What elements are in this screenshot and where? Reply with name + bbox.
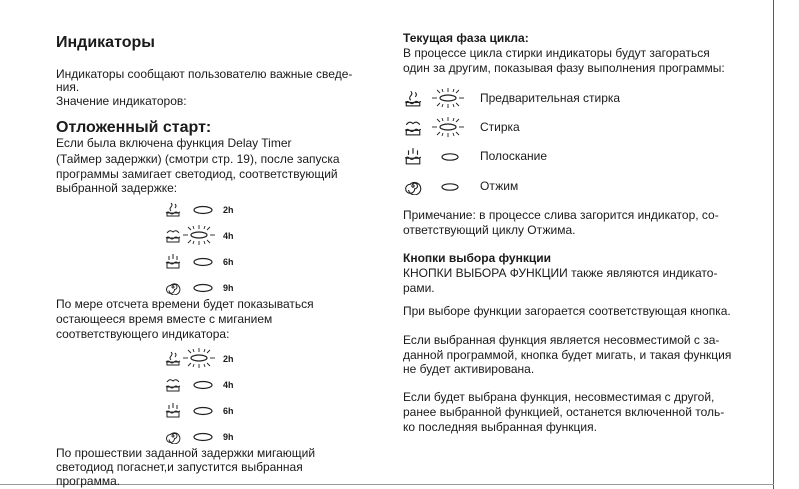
rinse-icon xyxy=(404,147,422,165)
spin-icon xyxy=(165,279,181,295)
phase-label: Стирка xyxy=(480,120,520,134)
end-text-1: По прошествии заданной задержки мигающий xyxy=(56,446,316,460)
delay-label: 9h xyxy=(223,283,234,293)
wash-icon xyxy=(165,227,181,243)
delayed-text-1: Если была включена функция Delay Timer xyxy=(56,136,292,150)
paragraph-2-line-3: не будет активирована. xyxy=(403,362,535,376)
paragraph-3-line-1: Если будет выбрана функция, несовместимая с другой, xyxy=(403,390,715,404)
prewash-icon xyxy=(404,89,422,107)
wash-icon xyxy=(165,376,181,392)
delayed-start-heading: Отложенный старт: xyxy=(56,119,212,136)
meaning-line: Значение индикаторов: xyxy=(56,94,187,108)
countdown-text-2: остающееся время вместе с миганием xyxy=(56,312,273,326)
spin-icon xyxy=(165,428,181,444)
delay-label: 2h xyxy=(223,354,234,364)
paragraph-2-line-1: Если выбранная функция является несовместимой с за- xyxy=(403,333,720,347)
phase-text-2: один за другим, показывая фазу выполнения программы: xyxy=(403,61,725,75)
buttons-heading: Кнопки выбора функции xyxy=(403,251,551,265)
countdown-text-1: По мере отсчета времени будет показываться xyxy=(56,297,314,311)
prewash-icon xyxy=(165,201,181,217)
rinse-icon xyxy=(165,253,181,269)
wash-icon xyxy=(404,118,422,136)
phase-label: Отжим xyxy=(480,179,519,193)
led-off-icon xyxy=(440,150,460,164)
indicators-heading: Индикаторы xyxy=(56,34,155,51)
led-on-icon xyxy=(181,224,217,246)
delayed-text-3: программы замигает светодиод, соответствующий xyxy=(56,167,338,181)
note-text-1: Примечание: в процессе слива загорится индикатор, со- xyxy=(403,208,719,222)
led-off-icon xyxy=(190,281,216,295)
intro-line-1: Индикаторы сообщают пользователю важные сведе- xyxy=(56,67,353,81)
countdown-text-3: соответствующего индикатора: xyxy=(56,327,230,341)
led-on-icon xyxy=(430,116,466,138)
led-on-icon xyxy=(430,87,466,109)
prewash-icon xyxy=(165,350,181,366)
phase-text-1: В процессе цикла стирки индикаторы будут загораться xyxy=(403,46,710,60)
end-text-3: программа. xyxy=(56,474,121,488)
buttons-text-2: рами. xyxy=(403,281,435,295)
paragraph-1: При выборе функции загорается соответствующая кнопка. xyxy=(403,304,731,318)
paragraph-2-line-2: данной программой, кнопка будет мигать, и такая функция xyxy=(403,348,732,362)
end-text-2: светодиод погаснет,и запустится выбранная xyxy=(56,460,303,474)
delay-label: 6h xyxy=(223,406,234,416)
delayed-text-2: (Таймер задержки) (смотри стр. 19), после запуска xyxy=(56,152,340,166)
delay-label: 4h xyxy=(223,231,234,241)
spin-icon xyxy=(404,177,422,195)
delay-label: 6h xyxy=(223,257,234,267)
phase-label: Предварительная стирка xyxy=(480,91,621,105)
note-text-2: ответствующий циклу Отжима. xyxy=(403,223,576,237)
led-off-icon xyxy=(190,404,216,418)
buttons-text-1: КНОПКИ ВЫБОРА ФУНКЦИИ также являются индикато- xyxy=(403,266,718,280)
rinse-icon xyxy=(165,402,181,418)
delay-label: 9h xyxy=(223,432,234,442)
paragraph-3-line-2: ранее выбранной функцией, останется включенной толь- xyxy=(403,405,725,419)
delay-label: 2h xyxy=(223,205,234,215)
paragraph-3-line-3: ко последняя выбранная функция. xyxy=(403,420,597,434)
phase-heading: Текущая фаза цикла: xyxy=(403,31,529,45)
delay-label: 4h xyxy=(223,380,234,390)
page-edge-line xyxy=(773,0,774,489)
led-off-icon xyxy=(440,180,460,194)
intro-line-2: ния. xyxy=(56,80,80,94)
phase-label: Полоскание xyxy=(480,149,548,163)
led-off-icon xyxy=(190,378,216,392)
delayed-text-4: выбранной задержке: xyxy=(56,181,178,195)
led-off-icon xyxy=(190,255,216,269)
led-off-icon xyxy=(190,430,216,444)
led-off-icon xyxy=(190,203,216,217)
led-on-icon xyxy=(181,347,217,369)
